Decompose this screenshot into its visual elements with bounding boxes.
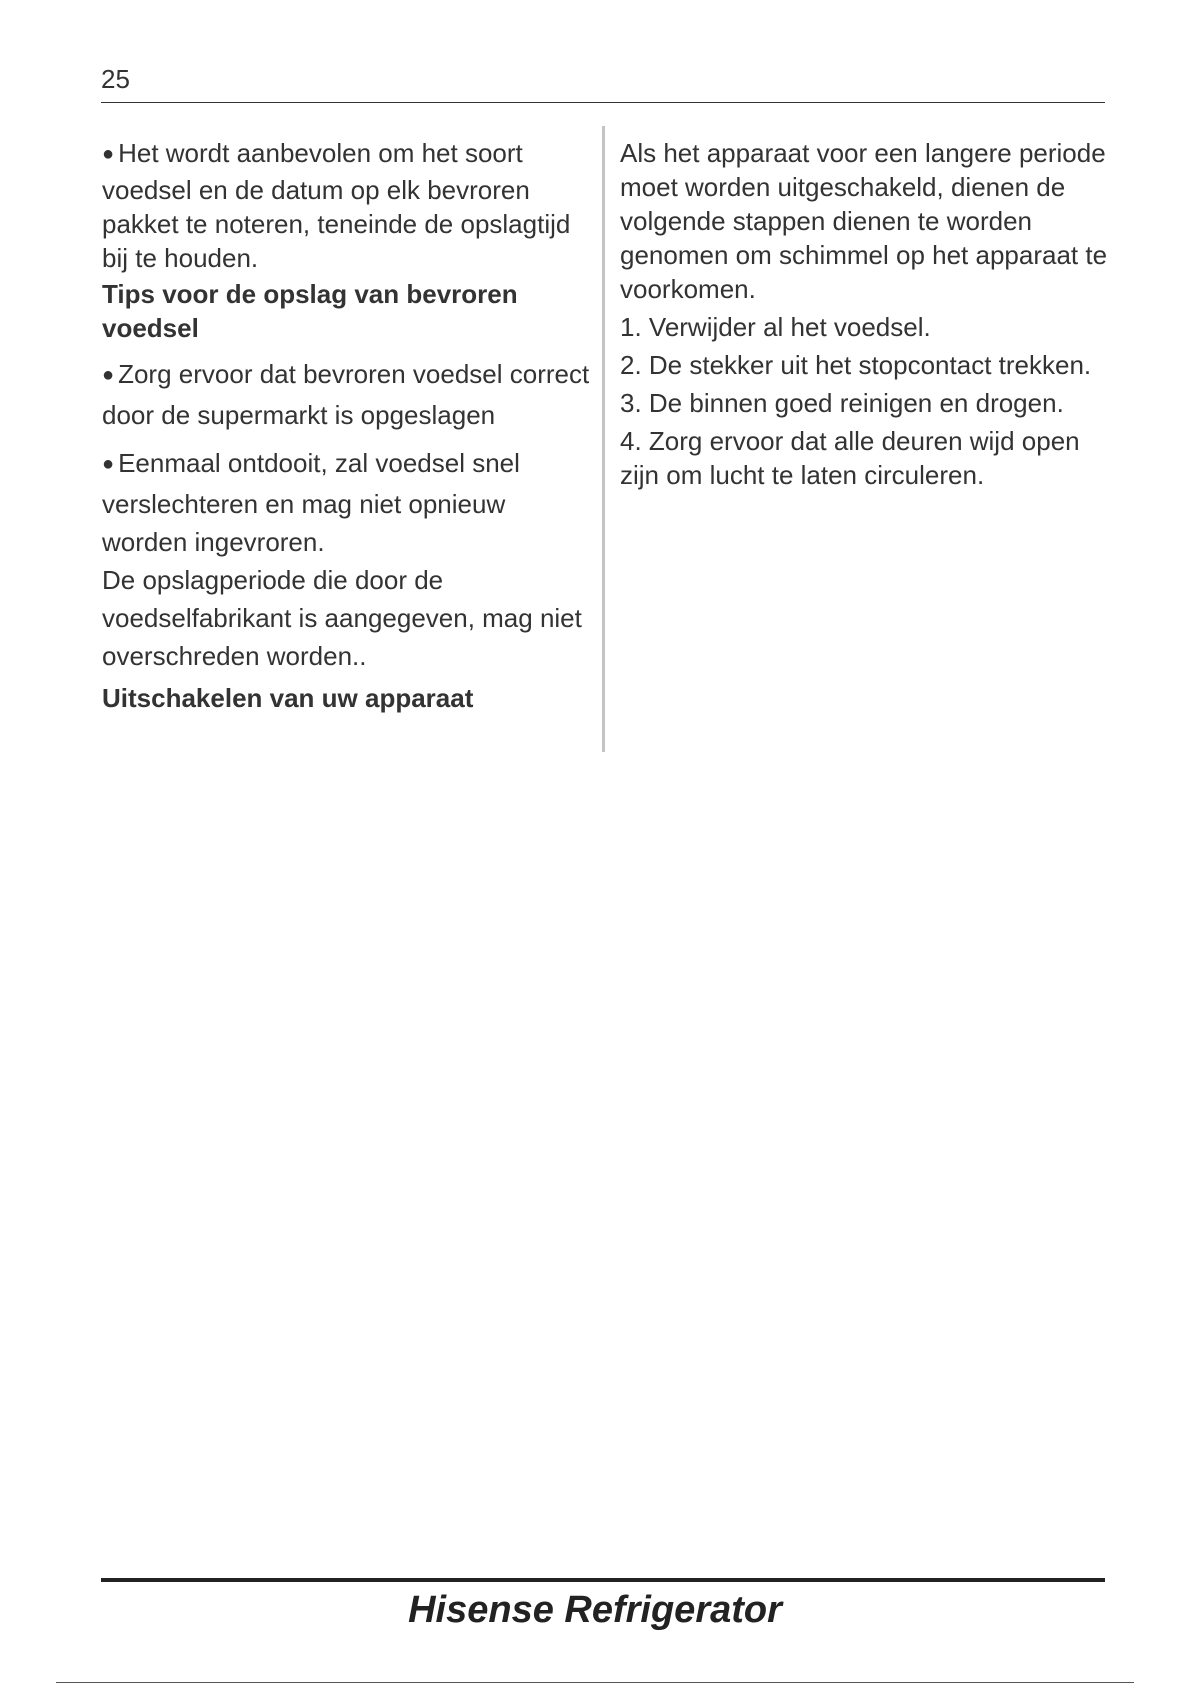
column-divider bbox=[602, 126, 605, 752]
bullet-icon: ● bbox=[102, 143, 115, 165]
right-column bbox=[620, 136, 1120, 492]
bullet-text: Eenmaal ontdooit, zal voedsel snel verslechteren en mag niet opnieuw worden ingevroren. bbox=[102, 448, 520, 557]
step-item: 3. De binnen goed reinigen en drogen. bbox=[620, 388, 1064, 418]
bullet-paragraph bbox=[102, 136, 592, 275]
section-heading: Uitschakelen van uw apparaat bbox=[102, 683, 474, 713]
bottom-rule bbox=[56, 1682, 1134, 1683]
step-item: 2. De stekker uit het stopcontact trekken. bbox=[620, 350, 1092, 380]
bullet-icon: ● bbox=[102, 364, 115, 386]
bullet-icon: ● bbox=[102, 453, 115, 475]
bullet-paragraph bbox=[102, 444, 592, 561]
step-item: 1. Verwijder al het voedsel. bbox=[620, 312, 931, 342]
intro-paragraph: Als het apparaat voor een langere periode moet worden uitgeschakeld, dienen de volgende stappen dienen te worden genomen om schimmel op het apparaat te voorkomen. bbox=[620, 138, 1108, 304]
bullet-text: Zorg ervoor dat bevroren voedsel correct door de supermarkt is opgeslagen bbox=[102, 359, 590, 430]
header-rule bbox=[101, 102, 1105, 103]
left-column bbox=[102, 136, 592, 715]
step-item: 4. Zorg ervoor dat alle deuren wijd open zijn om lucht te laten circuleren. bbox=[620, 426, 1080, 490]
bullet-text: Het wordt aanbevolen om het soort voedsel en de datum op elk bevroren pakket te noteren, teneinde de opslagtijd bij te houden. bbox=[102, 138, 571, 273]
brand-footer: Hisense Refrigerator bbox=[408, 1589, 782, 1631]
page-number: 25 bbox=[101, 64, 130, 94]
footer-rule bbox=[101, 1578, 1105, 1582]
section-heading: Tips voor de opslag van bevroren voedsel bbox=[102, 279, 518, 343]
bullet-paragraph bbox=[102, 355, 592, 434]
paragraph: De opslagperiode die door de voedselfabrikant is aangegeven, mag niet overschreden worden.. bbox=[102, 565, 582, 671]
